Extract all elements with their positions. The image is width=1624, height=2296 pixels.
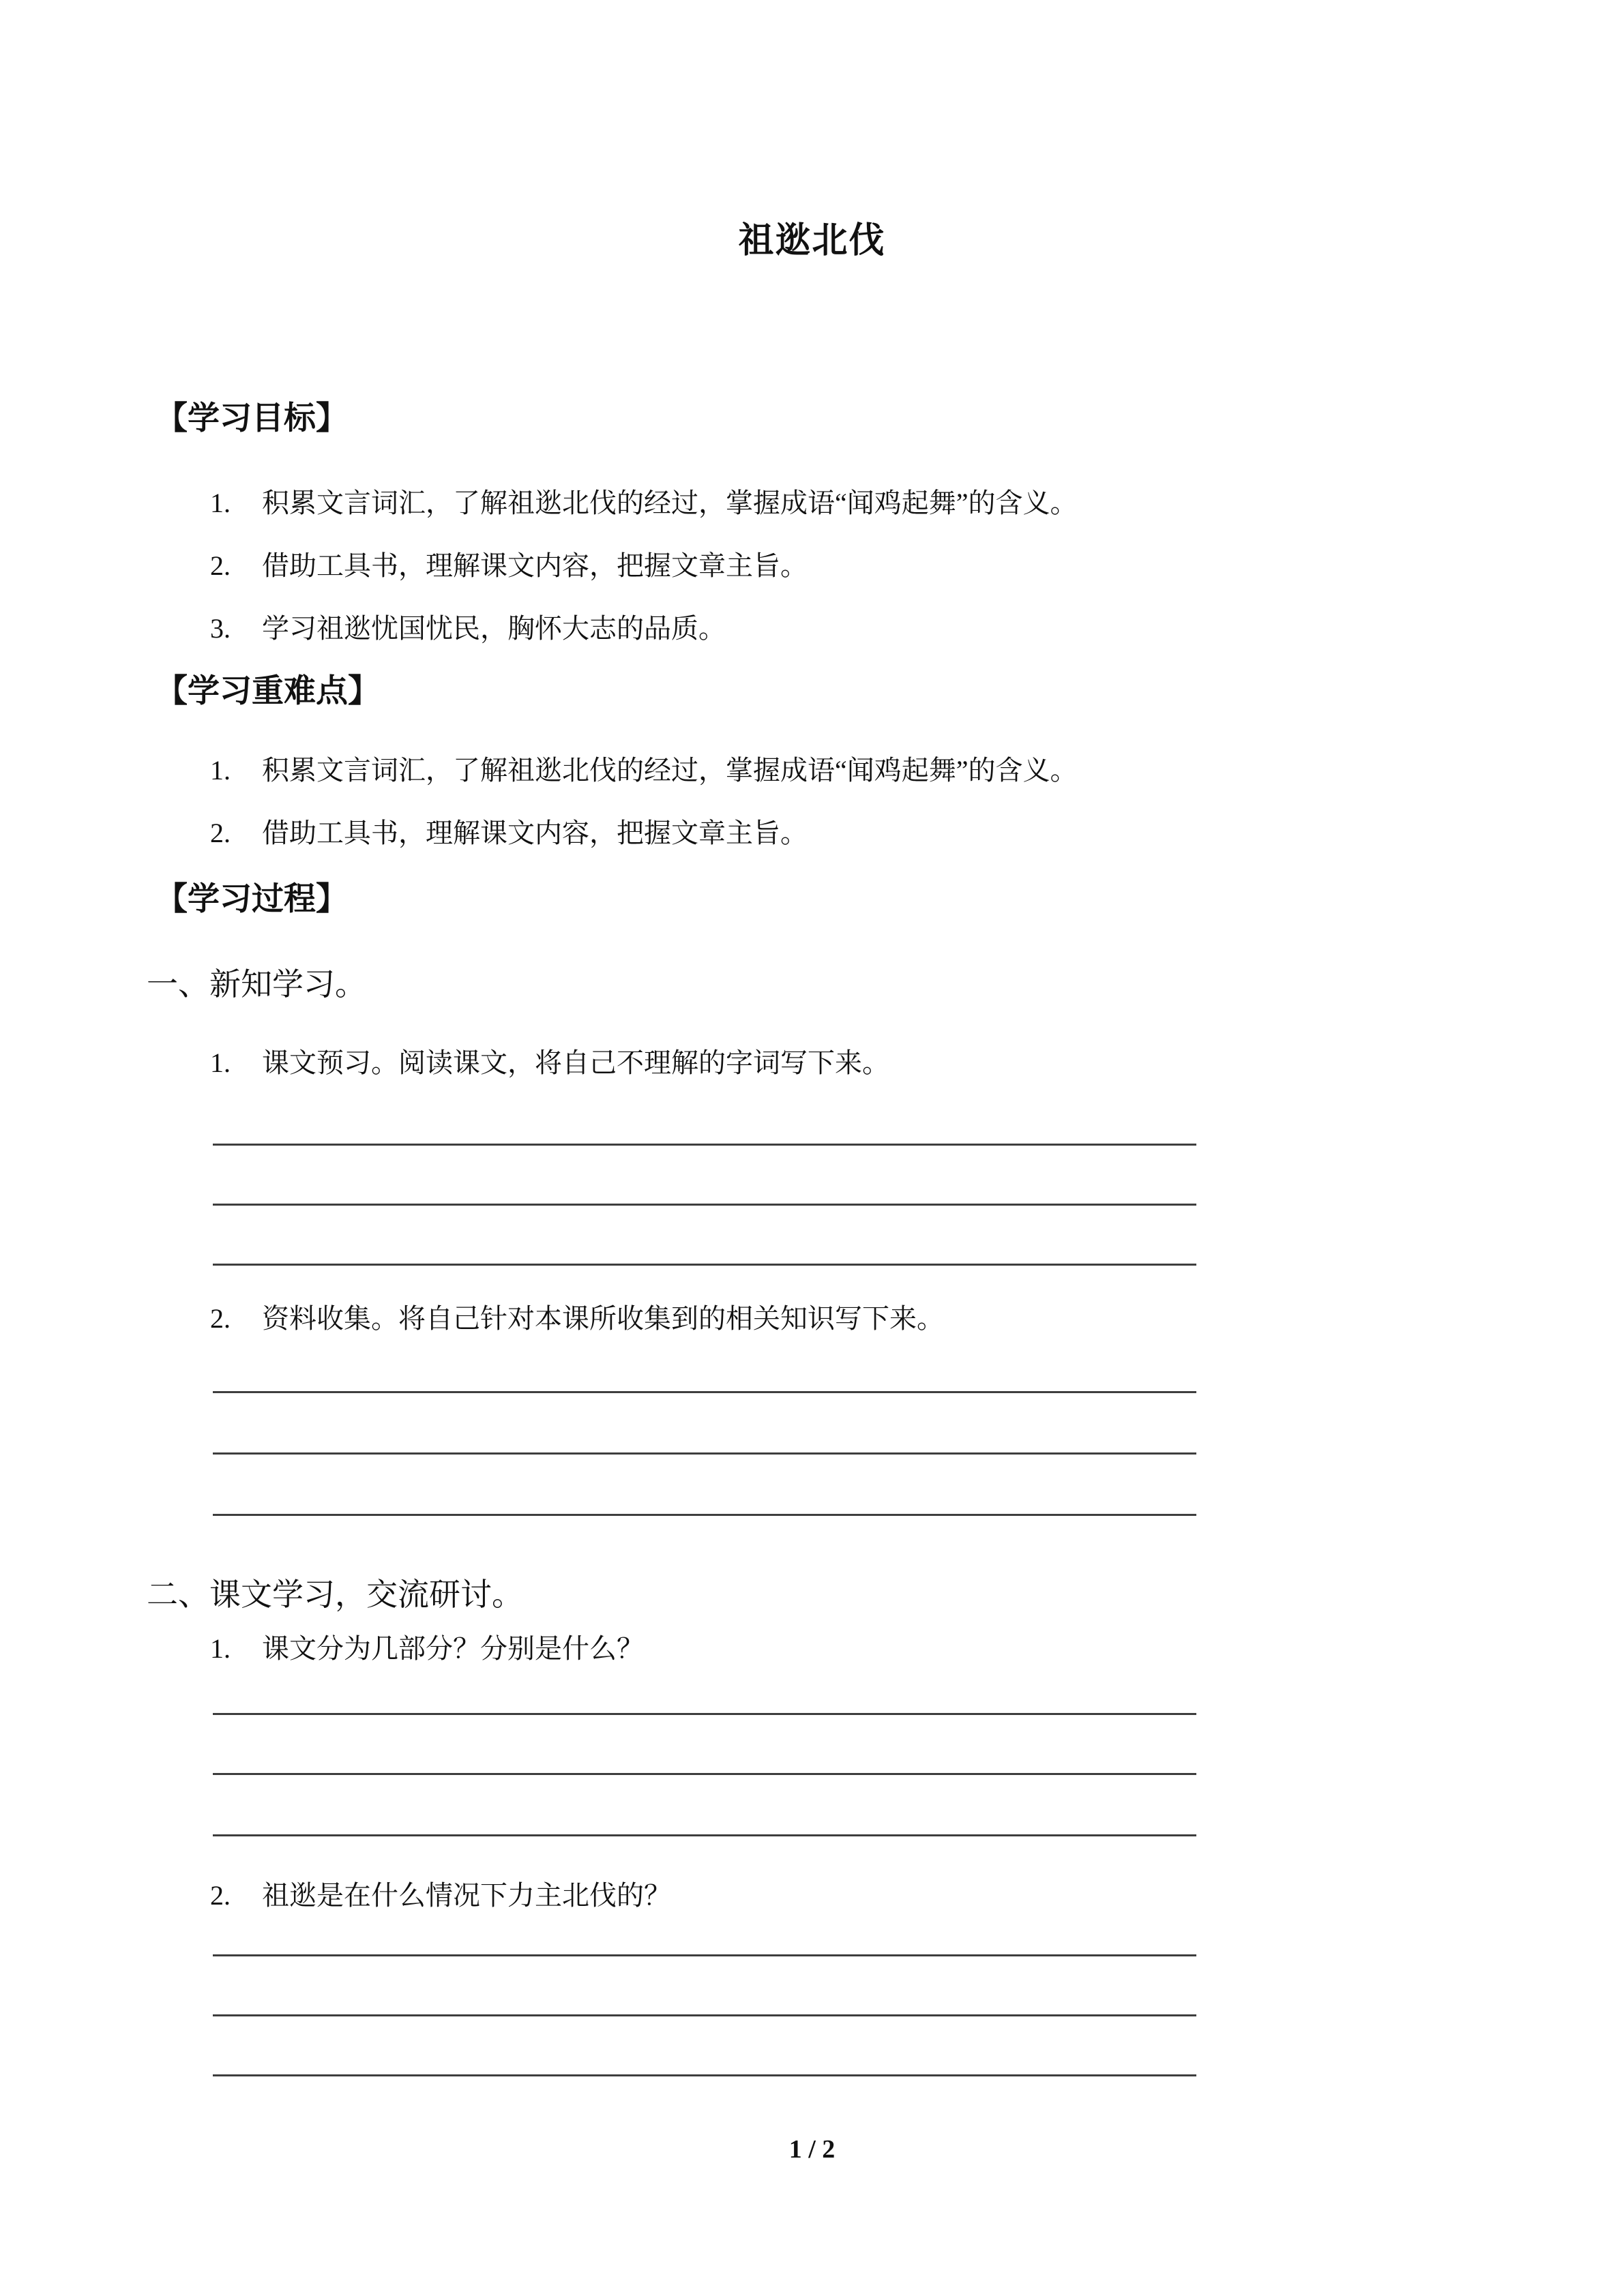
answer-line (213, 1204, 1196, 1206)
item-number: 2. (210, 550, 231, 581)
item-text: 课文分为几部分？分别是什么？ (262, 1633, 644, 1664)
question-item (210, 1631, 1624, 1667)
question-item (210, 1045, 1624, 1081)
answer-line (213, 1834, 1196, 1836)
item-text: 祖逖是在什么情况下力主北伐的？ (262, 1880, 671, 1911)
key-point-item (210, 753, 1624, 788)
item-number: 2. (210, 1303, 231, 1334)
goal-item (210, 486, 1624, 521)
answer-line (213, 1954, 1196, 1956)
goal-item (210, 548, 1624, 584)
item-text: 课文预习。阅读课文，将自己不理解的字词写下来。 (262, 1047, 889, 1078)
item-text: 借助工具书，理解课文内容，把握文章主旨。 (262, 818, 808, 848)
document-title: 祖逖北伐 (738, 222, 886, 260)
question-item (210, 1301, 1624, 1337)
answer-line (213, 1713, 1196, 1715)
item-text: 学习祖逖忧国忧民，胸怀大志的品质。 (262, 613, 726, 644)
goal-item (210, 611, 1624, 646)
answer-line (213, 2014, 1196, 2016)
answer-line (213, 1452, 1196, 1455)
item-text: 资料收集。将自己针对本课所收集到的相关知识写下来。 (262, 1303, 944, 1334)
item-text: 积累文言词汇，了解祖逖北伐的经过，掌握成语“闻鸡起舞”的含义。 (262, 755, 1078, 786)
item-number: 1. (210, 1633, 231, 1664)
question-item (210, 1878, 1624, 1913)
key-point-item (210, 816, 1624, 851)
answer-line (213, 1391, 1196, 1393)
item-number: 2. (210, 818, 231, 848)
answer-line (213, 1144, 1196, 1146)
answer-line (213, 1773, 1196, 1775)
section-header-key-points: 【学习重难点】 (156, 674, 380, 709)
item-number: 1. (210, 488, 231, 518)
item-number: 3. (210, 613, 231, 644)
item-number: 1. (210, 1047, 231, 1078)
part-one-heading: 一、新知学习。 (147, 967, 366, 1002)
item-number: 1. (210, 755, 231, 786)
answer-line (213, 2074, 1196, 2076)
item-text: 积累文言词汇，了解祖逖北伐的经过，掌握成语“闻鸡起舞”的含义。 (262, 488, 1078, 518)
item-text: 借助工具书，理解课文内容，把握文章主旨。 (262, 550, 808, 581)
answer-line (213, 1514, 1196, 1516)
page-number: 1 / 2 (788, 2135, 836, 2164)
section-header-goals: 【学习目标】 (156, 401, 348, 436)
section-header-process: 【学习过程】 (156, 882, 348, 917)
item-number: 2. (210, 1880, 231, 1911)
answer-line (213, 1264, 1196, 1266)
part-two-heading: 二、课文学习，交流研讨。 (147, 1577, 523, 1612)
